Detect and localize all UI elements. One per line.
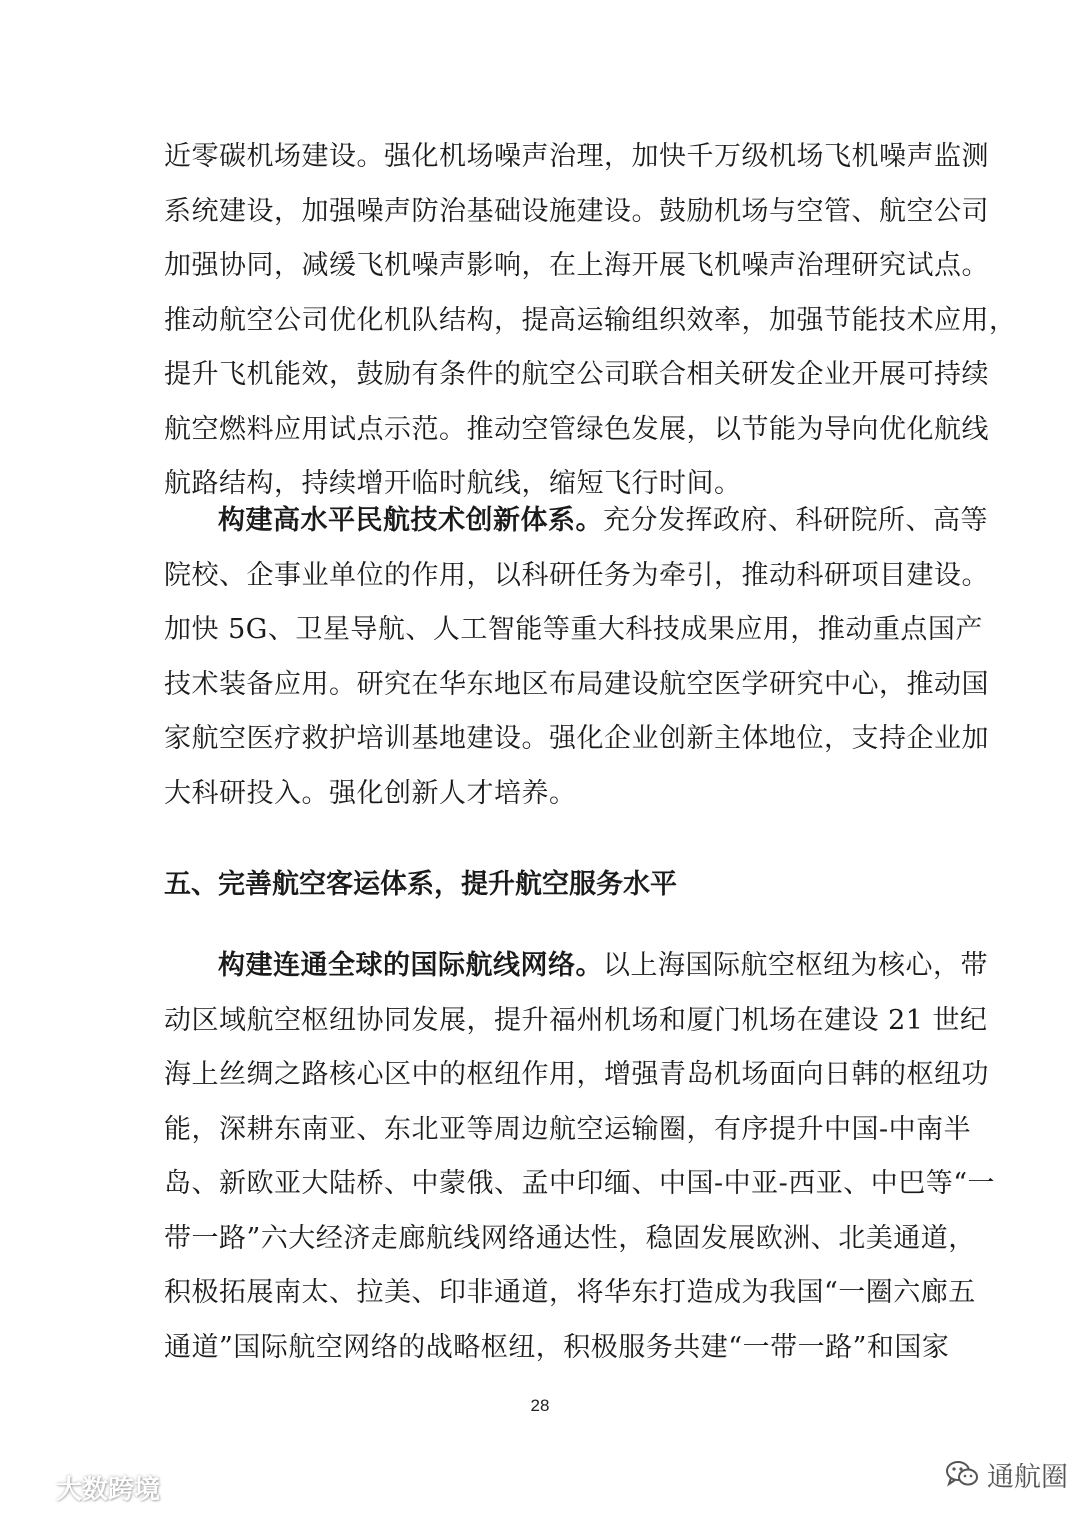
watermark-right-text: 通航圈 bbox=[987, 1461, 1068, 1493]
watermark-left-text: 大数跨境 bbox=[56, 1474, 161, 1505]
paragraph-line: 加强协同，减缓飞机噪声影响，在上海开展飞机噪声治理研究试点。 bbox=[164, 250, 989, 281]
section-heading: 五、完善航空客运体系，提升航空服务水平 bbox=[164, 869, 677, 900]
paragraph-2 bbox=[164, 494, 989, 821]
paragraph-line: 加快 5G、卫星导航、人工智能等重大科技成果应用，推动重点国产 bbox=[164, 614, 983, 645]
paragraph-text: 充分发挥政府、科研院所、高等 bbox=[603, 505, 988, 536]
watermark-right bbox=[945, 1452, 1068, 1496]
paragraph-line: 能，深耕东南亚、东北亚等周边航空运输圈，有序提升中国-中南半 bbox=[164, 1113, 972, 1145]
paragraph-first-line bbox=[164, 494, 988, 549]
paragraph-line: 近零碳机场建设。强化机场噪声治理，加快千万级机场飞机噪声监测 bbox=[164, 141, 989, 172]
paragraph-line: 通道”国际航空网络的战略枢纽，积极服务共建“一带一路”和国家 bbox=[164, 1331, 950, 1363]
paragraph-line: 大科研投入。强化创新人才培养。 bbox=[164, 777, 577, 809]
brand-circles-icon bbox=[6, 1474, 50, 1500]
paragraph-line: 提升飞机能效，鼓励有条件的航空公司联合相关研发企业开展可持续 bbox=[164, 359, 989, 390]
paragraph-line: 航空燃料应用试点示范。推动空管绿色发展，以节能为导向优化航线 bbox=[164, 413, 989, 445]
paragraph-line: 家航空医疗救护培训基地建设。强化企业创新主体地位，支持企业加 bbox=[164, 723, 989, 754]
paragraph-text: 以上海国际航空枢纽为核心，带 bbox=[603, 950, 988, 981]
paragraph-line: 海上丝绸之路核心区中的枢纽作用，增强青岛机场面向日韩的枢纽功 bbox=[164, 1059, 989, 1090]
paragraph-line: 推动航空公司优化机队结构，提高运输组织效率，加强节能技术应用， bbox=[164, 304, 1017, 336]
paragraph-1 bbox=[164, 130, 1017, 512]
paragraph-line: 动区域航空枢纽协同发展，提升福州机场和厦门机场在建设 21 世纪 bbox=[164, 1004, 988, 1036]
paragraph-line: 院校、企事业单位的作用，以科研任务为牵引，推动科研项目建设。 bbox=[164, 559, 989, 591]
paragraph-3 bbox=[164, 939, 996, 1375]
paragraph-line: 积极拓展南太、拉美、印非通道，将华东打造成为我国“一圈六廊五 bbox=[164, 1277, 976, 1308]
paragraph-line: 岛、新欧亚大陆桥、中蒙俄、孟中印缅、中国-中亚-西亚、中巴等“一 bbox=[164, 1168, 996, 1199]
page-number: 28 bbox=[530, 1396, 550, 1415]
paragraph-first-line bbox=[164, 939, 988, 994]
paragraph-lead-title: 构建高水平民航技术创新体系。 bbox=[218, 505, 603, 536]
paragraph-line: 技术装备应用。研究在华东地区布局建设航空医学研究中心，推动国 bbox=[164, 668, 989, 700]
paragraph-line: 系统建设，加强噪声防治基础设施建设。鼓励机场与空管、航空公司 bbox=[164, 195, 989, 227]
paragraph-lead-title: 构建连通全球的国际航线网络。 bbox=[218, 950, 603, 981]
wechat-icon bbox=[945, 1459, 979, 1489]
watermark-left bbox=[6, 1467, 160, 1507]
paragraph-line: 航路结构，持续增开临时航线，缩短飞行时间。 bbox=[164, 468, 742, 499]
paragraph-line: 带一路”六大经济走廊航线网络通达性，稳固发展欧洲、北美通道， bbox=[164, 1222, 976, 1254]
